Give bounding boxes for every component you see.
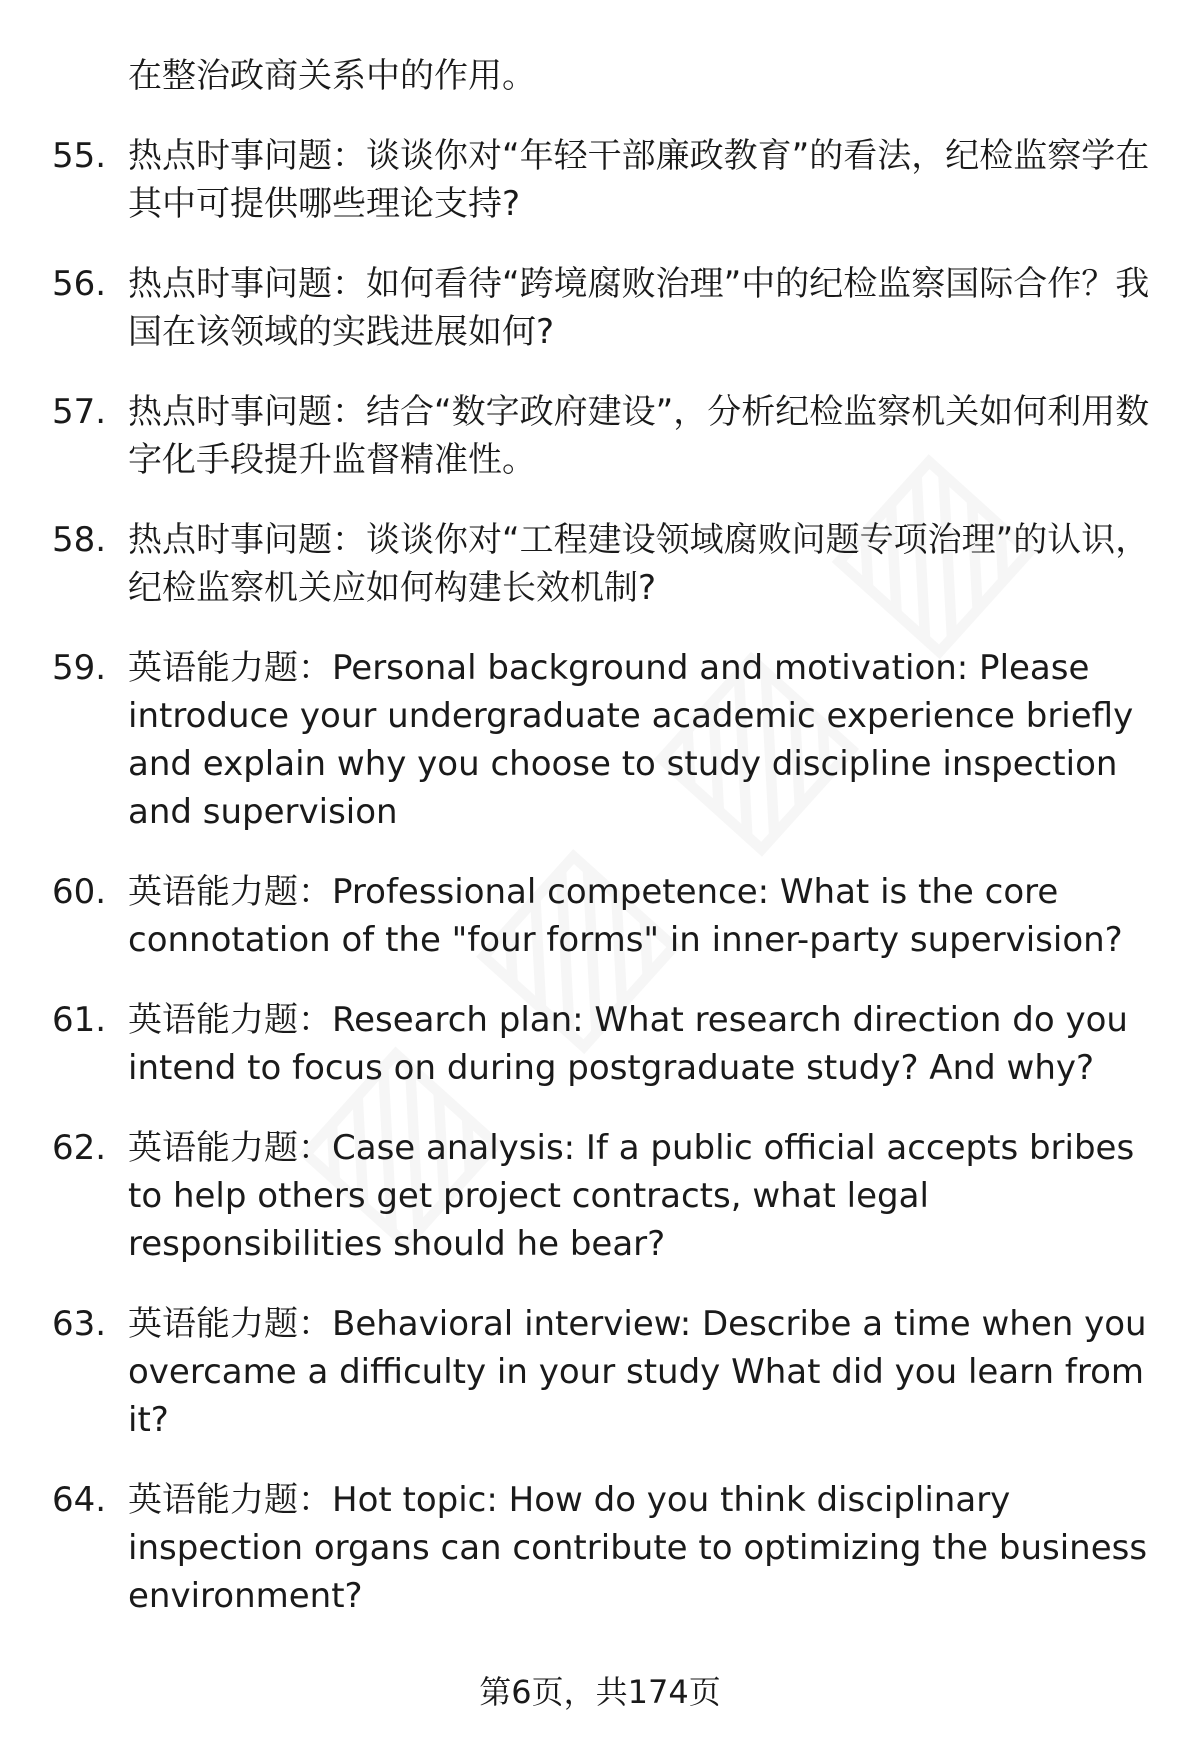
question-item [0,644,1200,836]
question-number: 64. [52,1480,107,1520]
page-footer: 第6页，共174页 [479,1673,721,1711]
question-number: 61. [52,1000,107,1040]
question-list [0,52,1200,1652]
question-text: 英语能力题：Behavioral interview: Describe a time when you overcame a difficulty in your study What did you learn from it? [128,1304,1147,1440]
question-item [0,132,1200,228]
question-item [0,388,1200,484]
question-text: 英语能力题：Case analysis: If a public official accepts bribes to help others get project contracts, what legal responsibilities should he bear? [128,1128,1135,1264]
question-item [0,996,1200,1092]
question-number: 59. [52,648,107,688]
question-number: 62. [52,1128,107,1168]
question-text: 热点时事问题：谈谈你对“年轻干部廉政教育”的看法，纪检监察学在其中可提供哪些理论支持? [128,136,1150,224]
question-number: 60. [52,872,107,912]
continuation-text: 在整治政商关系中的作用。 [128,56,536,96]
question-item [0,260,1200,356]
question-number: 55. [52,136,107,176]
question-item [0,1124,1200,1268]
question-number: 57. [52,392,107,432]
question-number: 56. [52,264,107,304]
question-item [0,1476,1200,1620]
question-number: 58. [52,520,107,560]
question-text: 热点时事问题：结合“数字政府建设”，分析纪检监察机关如何利用数字化手段提升监督精准性。 [128,392,1150,480]
question-text: 英语能力题：Research plan: What research direction do you intend to focus on during postgraduate study? And why? [128,1000,1128,1088]
question-text: 英语能力题：Professional competence: What is the core connotation of the "four forms" in inner-party supervision? [128,872,1123,960]
question-item [0,516,1200,612]
question-text: 热点时事问题：谈谈你对“工程建设领域腐败问题专项治理”的认识，纪检监察机关应如何构建长效机制? [128,520,1150,608]
question-item [0,868,1200,964]
question-text: 英语能力题：Hot topic: How do you think disciplinary inspection organs can contribute to optimizing the business environment? [128,1480,1148,1616]
question-text: 英语能力题：Personal background and motivation: Please introduce your undergraduate academic experience briefly and explain why you choose to study discipline inspection and supervision [128,648,1134,832]
question-text: 热点时事问题：如何看待“跨境腐败治理”中的纪检监察国际合作？我国在该领域的实践进展如何? [128,264,1150,352]
question-item [0,1300,1200,1444]
question-number: 63. [52,1304,107,1344]
